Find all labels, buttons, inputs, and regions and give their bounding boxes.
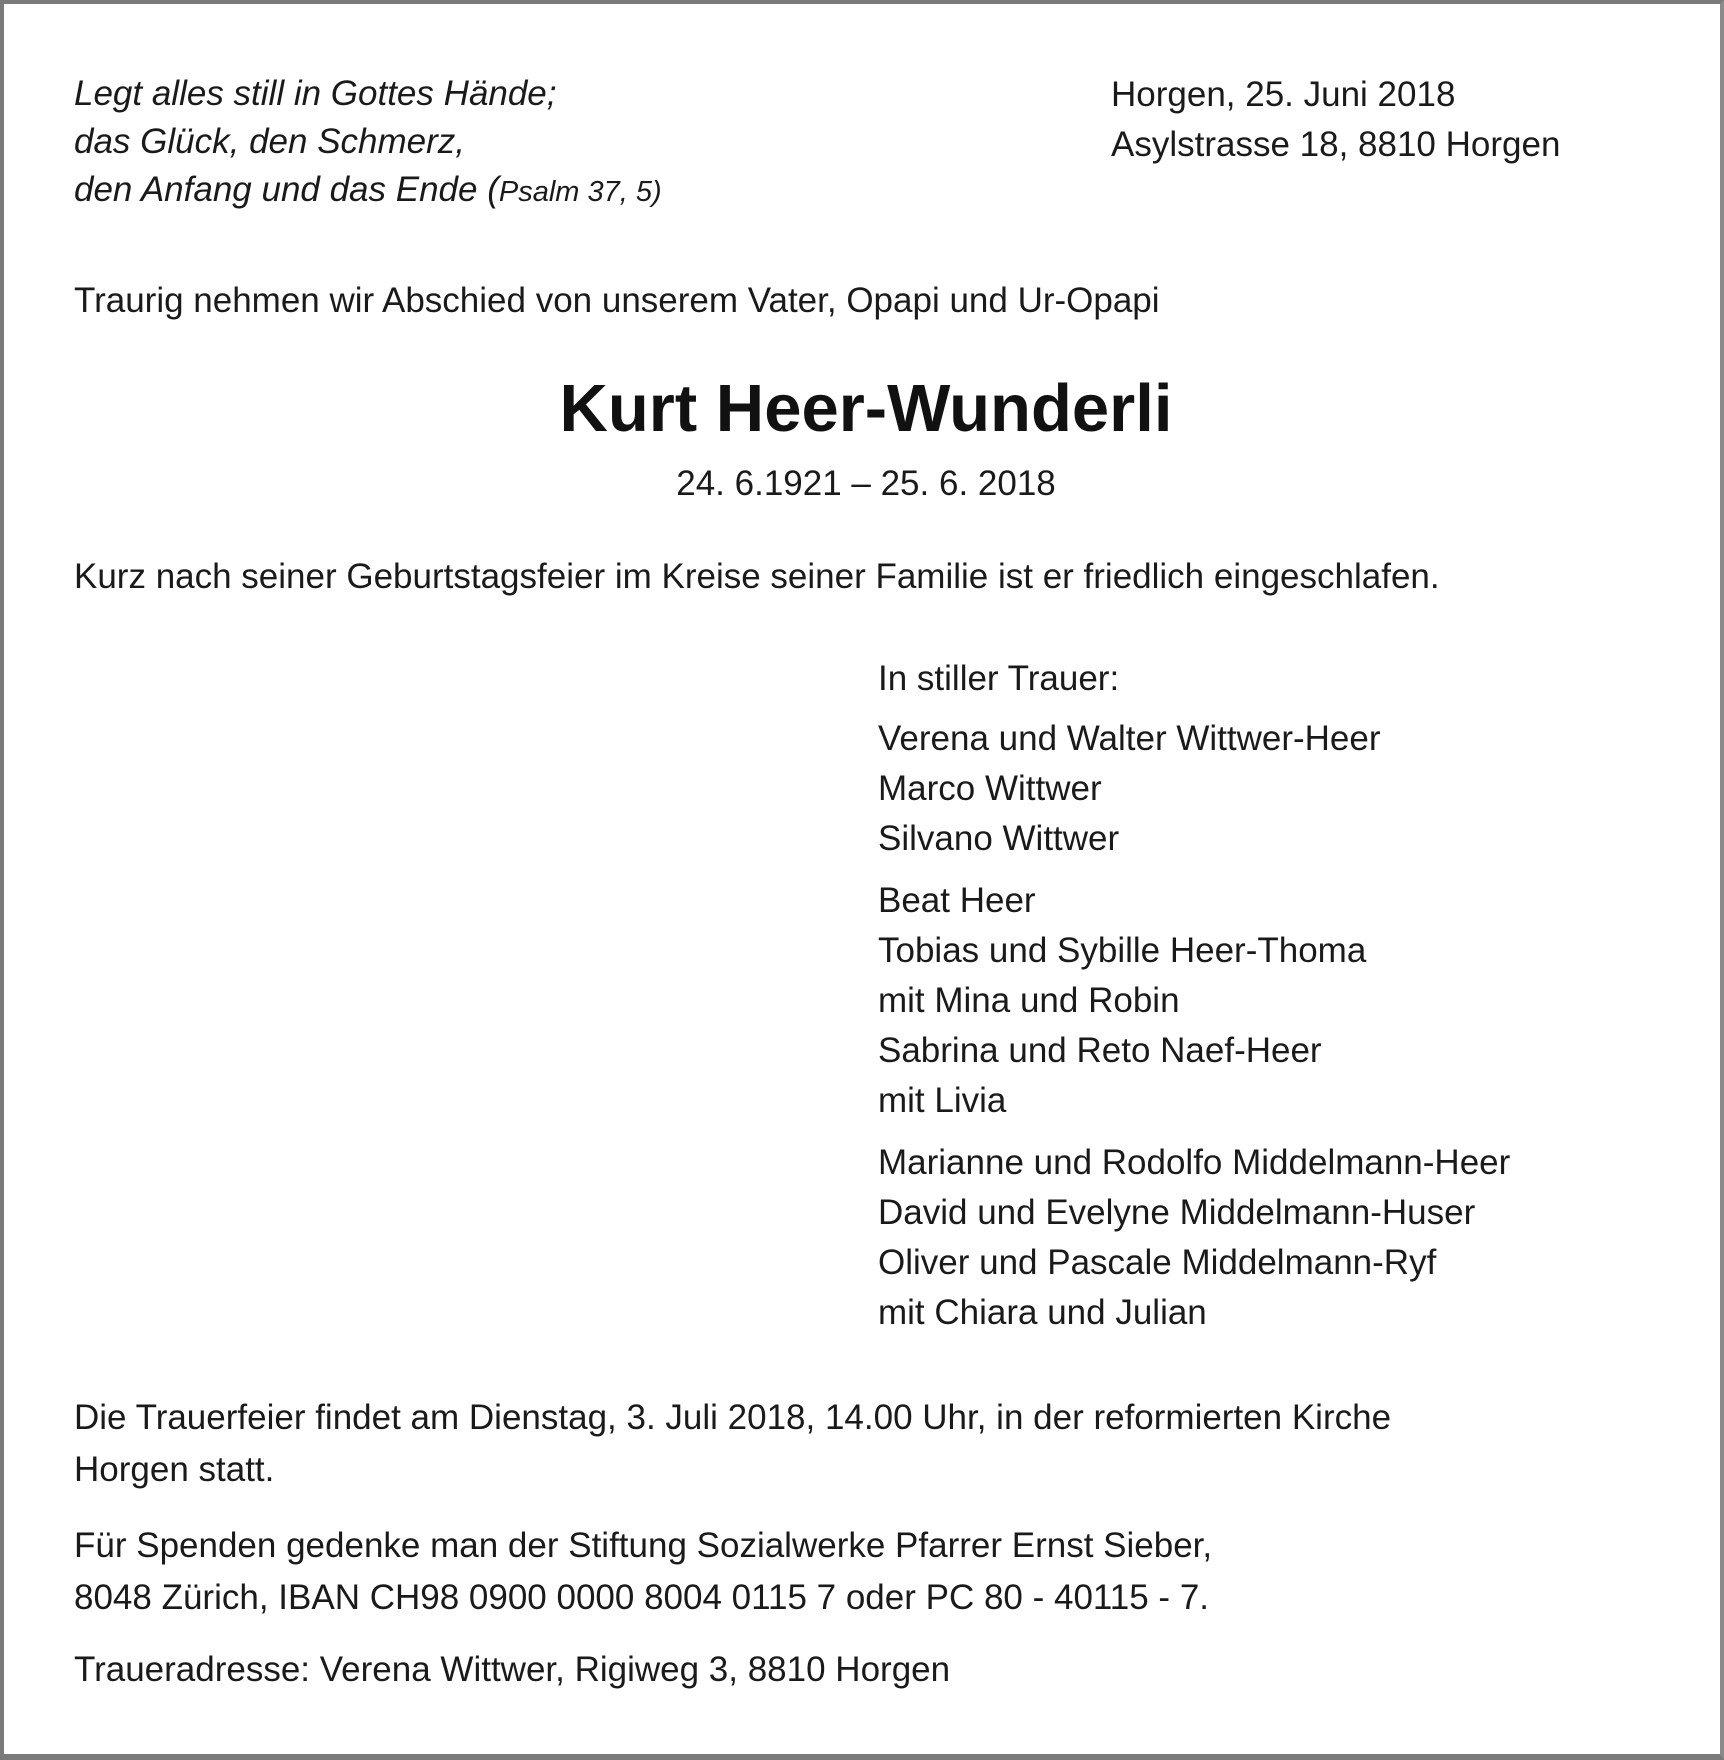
mourner-line: David und Evelyne Middelmann-Huser — [878, 1193, 1476, 1232]
intro-line: Traurig nehmen wir Abschied von unserem Vater, Opapi und Ur-Opapi — [74, 281, 1160, 320]
ceremony-info — [74, 1392, 1391, 1496]
motto-line-1: Legt alles still in Gottes Hände; — [74, 74, 557, 113]
life-dates: 24. 6.1921 – 25. 6. 2018 — [676, 464, 1056, 503]
mourners-list — [878, 654, 1510, 1350]
mourner-group-3 — [878, 1138, 1510, 1338]
donation-line-1: Für Spenden gedenke man der Stiftung Sozialwerke Pfarrer Ernst Sieber, — [74, 1526, 1213, 1565]
psalm-reference: Psalm 37, 5) — [498, 176, 662, 208]
mourner-line: Sabrina und Reto Naef-Heer — [878, 1031, 1322, 1070]
mourners-heading: In stiller Trauer: — [878, 659, 1120, 698]
motto-line-3 — [74, 166, 662, 216]
deceased-name: Kurt Heer-Wunderli — [559, 371, 1173, 446]
donation-info — [74, 1520, 1212, 1624]
street-address: Asylstrasse 18, 8810 Horgen — [1111, 125, 1561, 164]
motto-line-3-text: den Anfang und das Ende ( — [74, 170, 499, 209]
summary-line: Kurz nach seiner Geburtstagsfeier im Kreise seiner Familie ist er friedlich eingeschlafen. — [74, 557, 1440, 596]
place-date: Horgen, 25. Juni 2018 — [1111, 75, 1456, 114]
mourner-line: mit Chiara und Julian — [878, 1293, 1207, 1332]
mourner-line: Beat Heer — [878, 881, 1036, 920]
ceremony-line-2: Horgen statt. — [74, 1450, 275, 1489]
donation-line-2: 8048 Zürich, IBAN CH98 0900 0000 8004 0115 7 oder PC 80 - 40115 - 7. — [74, 1578, 1210, 1617]
mourner-line: mit Livia — [878, 1081, 1007, 1120]
mourning-address: Traueradresse: Verena Wittwer, Rigiweg 3, 8810 Horgen — [74, 1650, 951, 1689]
mourner-line: Silvano Wittwer — [878, 819, 1120, 858]
mourner-line: Tobias und Sybille Heer-Thoma — [878, 931, 1367, 970]
place-and-address — [1111, 70, 1560, 170]
ceremony-line-1: Die Trauerfeier findet am Dienstag, 3. Juli 2018, 14.00 Uhr, in der reformierten Kirche — [74, 1398, 1392, 1437]
mourner-line: Marco Wittwer — [878, 769, 1102, 808]
motto-line-2: das Glück, den Schmerz, — [74, 122, 465, 161]
mourner-group-2 — [878, 876, 1510, 1126]
mourner-group-1 — [878, 714, 1510, 864]
mourner-line: mit Mina und Robin — [878, 981, 1180, 1020]
mourner-line: Verena und Walter Wittwer-Heer — [878, 719, 1381, 758]
mourner-line: Oliver und Pascale Middelmann-Ryf — [878, 1243, 1437, 1282]
psalm-motto — [74, 70, 662, 216]
mourner-line: Marianne und Rodolfo Middelmann-Heer — [878, 1143, 1511, 1182]
